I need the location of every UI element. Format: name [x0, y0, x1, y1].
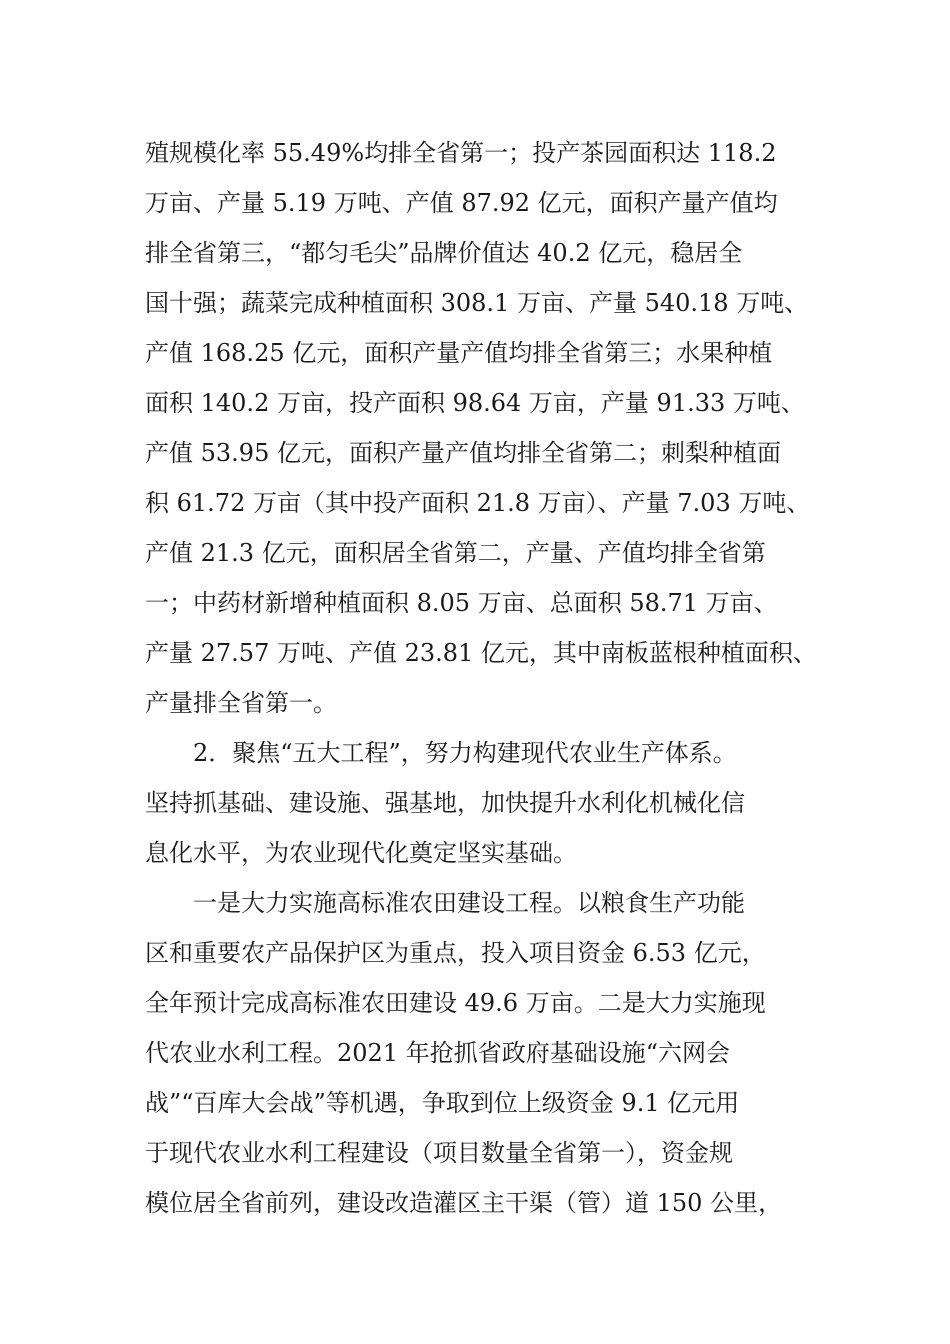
section-heading: 2．聚焦“五大工程”，努力构建现代农业生产体系。 — [193, 739, 737, 767]
text-line: 坚持抓基础、建设施、强基地，加快提升水利化机械化信 — [145, 789, 745, 817]
text-line: 息化水平，为农业现代化奠定坚实基础。 — [145, 839, 577, 867]
text-line: 殖规模化率 55.49%均排全省第一；投产茶园面积达 118.2 — [145, 139, 777, 167]
text-line: 国十强；蔬菜完成种植面积 308.1 万亩、产量 540.18 万吨、 — [145, 289, 809, 317]
text-line: 全年预计完成高标准农田建设 49.6 万亩。二是大力实施现 — [145, 989, 766, 1017]
text-line: 产值 53.95 亿元，面积产量产值均排全省第二；刺梨种植面 — [145, 439, 781, 467]
text-line: 万亩、产量 5.19 万吨、产值 87.92 亿元，面积产量产值均 — [145, 189, 778, 217]
text-line: 产量 27.57 万吨、产值 23.81 亿元，其中南板蓝根种植面积、 — [145, 639, 817, 667]
text-line: 于现代农业水利工程建设（项目数量全省第一），资金规 — [145, 1139, 733, 1167]
paragraph-start: 一是大力实施高标准农田建设工程。以粮食生产功能 — [193, 889, 745, 917]
text-line: 产量排全省第一。 — [145, 689, 337, 717]
text-line: 排全省第三，“都匀毛尖”品牌价值达 40.2 亿元，稳居全 — [145, 239, 743, 267]
text-line: 战”“百库大会战”等机遇，争取到位上级资金 9.1 亿元用 — [145, 1089, 740, 1117]
text-line: 代农业水利工程。2021 年抢抓省政府基础设施“六网会 — [145, 1039, 730, 1067]
text-line: 积 61.72 万亩（其中投产面积 21.8 万亩）、产量 7.03 万吨、 — [145, 489, 811, 517]
text-line: 区和重要农产品保护区为重点，投入项目资金 6.53 亿元， — [145, 939, 766, 967]
body-text — [145, 128, 825, 1228]
text-line: 一；中药材新增种植面积 8.05 万亩、总面积 58.71 万亩、 — [145, 589, 778, 617]
text-line: 模位居全省前列，建设改造灌区主干渠（管）道 150 公里， — [145, 1189, 783, 1217]
text-line: 面积 140.2 万亩，投产面积 98.64 万亩，产量 91.33 万吨、 — [145, 389, 805, 417]
text-line: 产值 168.25 亿元，面积产量产值均排全省第三；水果种植 — [145, 339, 773, 367]
text-line: 产值 21.3 亿元，面积居全省第二，产量、产值均排全省第 — [145, 539, 766, 567]
